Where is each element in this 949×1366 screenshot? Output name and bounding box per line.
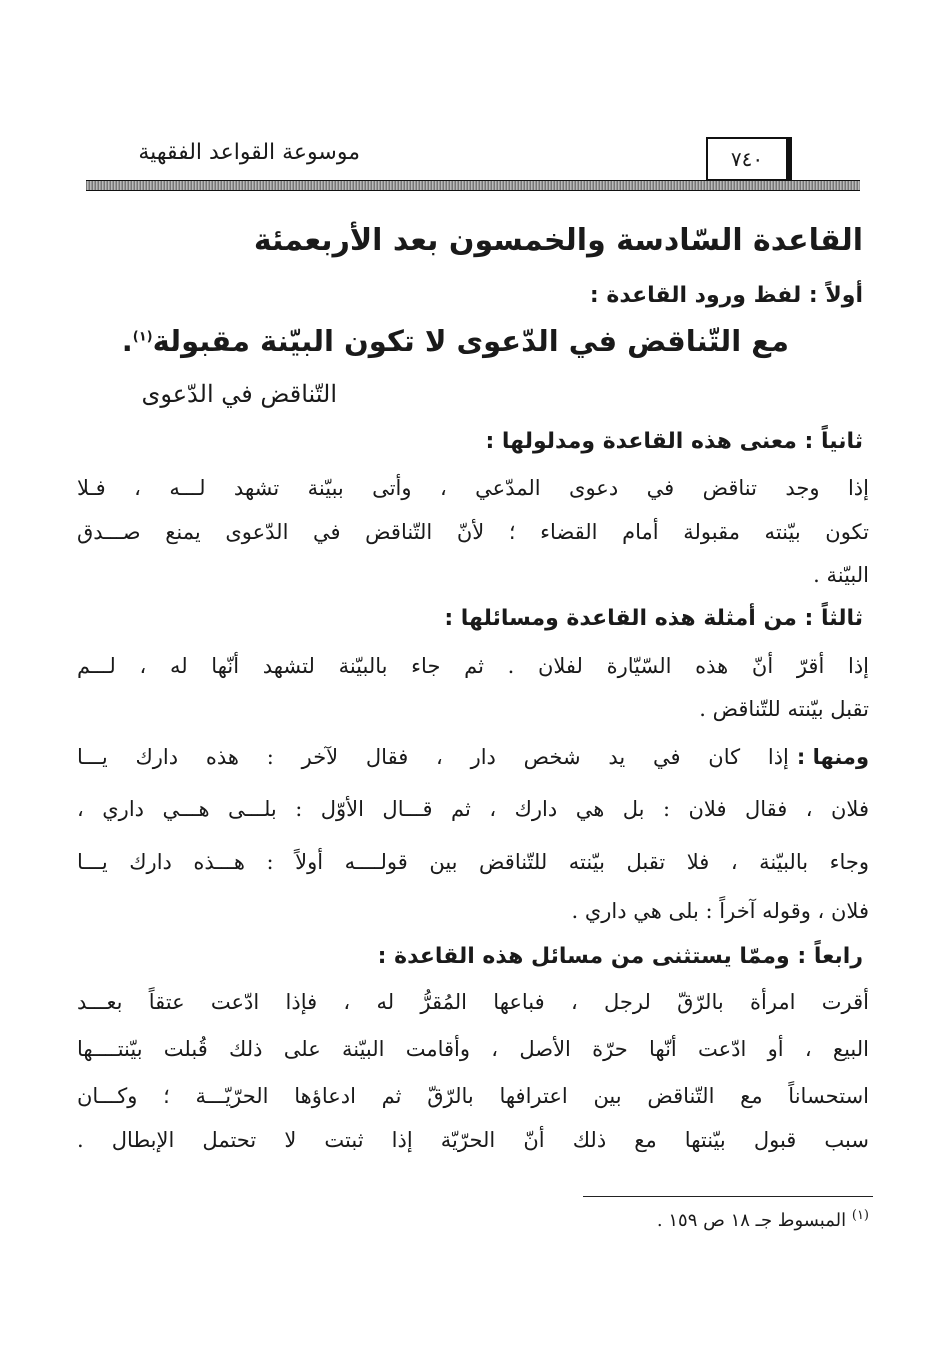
section-3-heading: ثالثاً : من أمثلة هذه القاعدة ومسائلها : bbox=[444, 606, 863, 631]
page-number: ٧٤٠ bbox=[706, 137, 792, 181]
example-2-line-3: وجاء بالبيّنة ، فلا تقبل بيّنته للتّناقض بين قولــــه أولاً : هـــذه دارك يـــا bbox=[77, 850, 869, 874]
rule-text: مع التّناقض في الدّعوى لا تكون البيّنة مقبولة bbox=[152, 324, 789, 358]
rule-end: . bbox=[121, 324, 133, 358]
section-4-line-1: أقرت امرأة بالرّقّ لرجل ، فباعها المُقرُّ له ، فإذا ادّعت عتقاً بعـــد bbox=[77, 990, 869, 1014]
section-4-line-3: استحساناً مع التّناقض بين اعترافها بالرّقّ ثم ادعاؤها الحرّيّـــة ؛ وكـــان bbox=[77, 1084, 869, 1108]
example-2-line-1 bbox=[77, 745, 869, 769]
example-1-line-1: إذا أقرّ أنّ هذه السّيّارة لفلان . ثم جاء بالبيّنة لتشهد أنّها له ، لـــم bbox=[77, 654, 869, 678]
rule-footnote-marker: (١) bbox=[132, 329, 153, 345]
example-1-line-2: تقبل بيّنته للتّناقض . bbox=[699, 697, 869, 721]
section-2-heading: ثانياً : معنى هذه القاعدة ومدلولها : bbox=[485, 429, 863, 454]
rule-statement bbox=[122, 324, 789, 358]
section-1-heading: أولاً : لفظ ورود القاعدة : bbox=[589, 283, 863, 308]
section-2-line-3: البيّنة . bbox=[813, 563, 869, 587]
footnote-rule bbox=[583, 1196, 873, 1197]
header-rule bbox=[86, 180, 860, 191]
example-2-line-4: فلان ، وقوله آخراً : بلى هي داري . bbox=[571, 899, 869, 923]
section-2-line-1: إذا وجد تناقض في دعوى المدّعي ، وأتى ببيّنة تشهد لـــه ، فـلا bbox=[77, 476, 869, 500]
footnote-marker: (١) bbox=[851, 1208, 869, 1223]
section-2-line-2: تكون بيّنته مقبولة أمام القضاء ؛ لأنّ التّناقض في الدّعوى يمنع صـــدق bbox=[77, 520, 869, 544]
section-4-heading: رابعاً : وممّا يستثنى من مسائل هذه القاعدة : bbox=[377, 944, 863, 969]
rule-subtitle: التّناقض في الدّعوى bbox=[141, 380, 337, 408]
running-title: موسوعة القواعد الفقهية bbox=[138, 140, 360, 165]
section-4-line-4: سبب قبول بيّنتها مع ذلك أنّ الحرّيّة إذا ثبتت لا تحتمل الإبطال . bbox=[77, 1128, 869, 1152]
section-4-line-2: البيع ، أو ادّعت أنّها حرّة الأصل ، وأقامت البيّنة على ذلك قُبلت بيّنتــــها bbox=[77, 1037, 869, 1061]
rule-title: القاعدة السّادسة والخمسون بعد الأربعمئة bbox=[253, 223, 863, 258]
example-2-line-2: فلان ، فقال فلان : بل هي دارك ، ثم قـــال الأوّل : بلـــى هـــي داري ، bbox=[77, 797, 869, 821]
footnote bbox=[657, 1208, 869, 1231]
example-2-lead: ومنها : bbox=[796, 745, 869, 769]
example-2-text-1: إذا كان في يد شخص دار ، فقال لآخر : هذه دارك يـــا bbox=[77, 745, 789, 769]
footnote-text: المبسوط جـ ١٨ ص ١٥٩ . bbox=[656, 1210, 847, 1231]
